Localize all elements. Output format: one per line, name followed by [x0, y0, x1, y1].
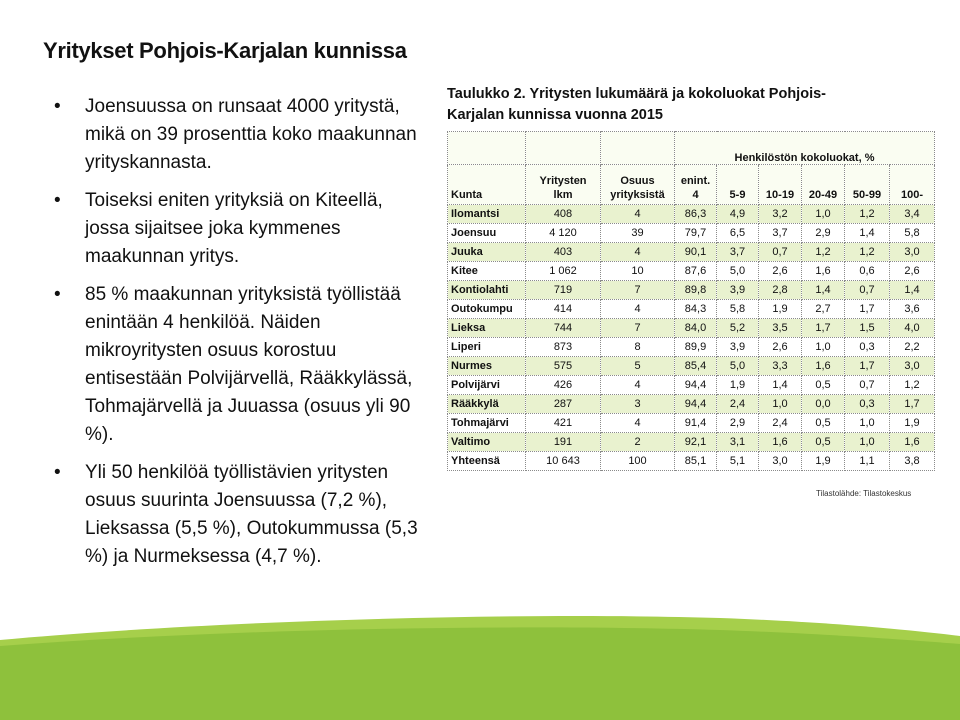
cell-5-9: 3,9 [717, 281, 759, 300]
cell-lkm: 873 [526, 338, 601, 357]
header-5-9: 5-9 [717, 165, 759, 205]
cell-50-99: 0,7 [845, 376, 890, 395]
table-row [448, 376, 935, 395]
header-kunta: Kunta [448, 165, 526, 205]
cell-20-49: 1,6 [802, 357, 845, 376]
cell-50-99: 0,3 [845, 338, 890, 357]
table-row [448, 281, 935, 300]
table-total-row [448, 452, 935, 471]
cell-50-99: 0,6 [845, 262, 890, 281]
cell-osuus: 4 [601, 376, 675, 395]
cell-50-99: 0,7 [845, 281, 890, 300]
slide-title: Yritykset Pohjois-Karjalan kunnissa [43, 38, 407, 63]
cell-10-19: 1,9 [759, 300, 802, 319]
bullet-item: • Yli 50 henkilöä työllistävien yritysten osuus suurinta Joensuussa (7,2 %), Lieksassa (5,5 %), Outokummussa (5,3 %) ja Nurmeksessa (4,7 %). [52, 459, 424, 571]
cell-20-49: 1,6 [802, 262, 845, 281]
header-osuus [601, 165, 675, 205]
cell-20-49: 1,0 [802, 205, 845, 224]
header-text: 4 [692, 189, 699, 201]
cell-100: 1,9 [890, 414, 935, 433]
cell-osuus: 4 [601, 414, 675, 433]
cell-20-49: 0,0 [802, 395, 845, 414]
table-row [448, 243, 935, 262]
bullet-item: • 85 % maakunnan yrityksistä työllistää enintään 4 henkilöä. Näiden mikroyritysten osuus korostuu entisestään Polvijärvellä, Rääkkylässä, Tohmajärvellä ja Juuassa (osuus yli 90 %). [52, 281, 424, 449]
cell-osuus: 2 [601, 433, 675, 452]
cell-lkm: 287 [526, 395, 601, 414]
cell-10-19: 2,6 [759, 338, 802, 357]
cell-lkm: 191 [526, 433, 601, 452]
cell-10-19: 3,7 [759, 224, 802, 243]
cell-enint-4: 94,4 [675, 395, 717, 414]
cell-10-19: 2,6 [759, 262, 802, 281]
cell-100: 3,0 [890, 357, 935, 376]
cell-50-99: 1,2 [845, 205, 890, 224]
cell-5-9: 5,0 [717, 262, 759, 281]
table-row [448, 414, 935, 433]
table-caption [447, 84, 897, 126]
cell-5-9: 3,7 [717, 243, 759, 262]
cell-5-9: 5,1 [717, 452, 759, 471]
cell-10-19: 1,0 [759, 395, 802, 414]
cell-lkm: 426 [526, 376, 601, 395]
cell-20-49: 2,9 [802, 224, 845, 243]
cell-kunta: Ilomantsi [448, 205, 526, 224]
cell-100: 1,6 [890, 433, 935, 452]
cell-lkm: 403 [526, 243, 601, 262]
cell-kunta: Lieksa [448, 319, 526, 338]
cell-50-99: 1,1 [845, 452, 890, 471]
cell-osuus: 39 [601, 224, 675, 243]
header-group-size-classes: Henkilöstön kokoluokat, % [675, 132, 935, 165]
cell-5-9: 4,9 [717, 205, 759, 224]
cell-10-19: 2,4 [759, 414, 802, 433]
cell-lkm: 421 [526, 414, 601, 433]
cell-10-19: 3,5 [759, 319, 802, 338]
table-source: Tilastolähde: Tilastokeskus [816, 489, 912, 498]
cell-osuus: 8 [601, 338, 675, 357]
cell-5-9: 3,1 [717, 433, 759, 452]
cell-enint-4: 85,1 [675, 452, 717, 471]
cell-kunta: Liperi [448, 338, 526, 357]
cell-10-19: 3,0 [759, 452, 802, 471]
cell-100: 1,7 [890, 395, 935, 414]
cell-100: 4,0 [890, 319, 935, 338]
cell-5-9: 2,9 [717, 414, 759, 433]
header-100: 100- [890, 165, 935, 205]
cell-10-19: 2,8 [759, 281, 802, 300]
cell-osuus: 100 [601, 452, 675, 471]
cell-lkm: 4 120 [526, 224, 601, 243]
cell-enint-4: 79,7 [675, 224, 717, 243]
cell-20-49: 0,5 [802, 414, 845, 433]
cell-20-49: 0,5 [802, 376, 845, 395]
cell-kunta: Tohmajärvi [448, 414, 526, 433]
cell-5-9: 5,2 [717, 319, 759, 338]
cell-20-49: 1,9 [802, 452, 845, 471]
header-20-49: 20-49 [802, 165, 845, 205]
cell-50-99: 1,7 [845, 300, 890, 319]
cell-5-9: 1,9 [717, 376, 759, 395]
table-caption-line: Karjalan kunnissa vuonna 2015 [447, 107, 663, 123]
cell-osuus: 10 [601, 262, 675, 281]
cell-100: 3,0 [890, 243, 935, 262]
table-row [448, 205, 935, 224]
cell-kunta: Rääkkylä [448, 395, 526, 414]
cell-enint-4: 92,1 [675, 433, 717, 452]
header-text: Yritysten [539, 175, 587, 187]
cell-osuus: 4 [601, 243, 675, 262]
cell-lkm: 575 [526, 357, 601, 376]
cell-20-49: 1,7 [802, 319, 845, 338]
table-row [448, 338, 935, 357]
cell-100: 1,2 [890, 376, 935, 395]
cell-enint-4: 91,4 [675, 414, 717, 433]
cell-enint-4: 84,3 [675, 300, 717, 319]
cell-50-99: 0,3 [845, 395, 890, 414]
bullet-item: • Joensuussa on runsaat 4000 yritystä, mikä on 39 prosenttia koko maakunnan yrityskannasta. [52, 93, 424, 177]
cell-10-19: 1,4 [759, 376, 802, 395]
cell-enint-4: 89,8 [675, 281, 717, 300]
header-10-19: 10-19 [759, 165, 802, 205]
cell-50-99: 1,4 [845, 224, 890, 243]
table-row [448, 262, 935, 281]
cell-20-49: 1,0 [802, 338, 845, 357]
header-text: yrityksistä [610, 189, 665, 201]
cell-enint-4: 89,9 [675, 338, 717, 357]
header-text: lkm [553, 189, 573, 201]
cell-osuus: 7 [601, 281, 675, 300]
cell-lkm: 10 643 [526, 452, 601, 471]
cell-10-19: 1,6 [759, 433, 802, 452]
cell-kunta: Juuka [448, 243, 526, 262]
cell-100: 3,6 [890, 300, 935, 319]
cell-100: 2,2 [890, 338, 935, 357]
cell-enint-4: 94,4 [675, 376, 717, 395]
table-row [448, 300, 935, 319]
cell-osuus: 7 [601, 319, 675, 338]
cell-20-49: 1,2 [802, 243, 845, 262]
cell-kunta: Kontiolahti [448, 281, 526, 300]
cell-enint-4: 90,1 [675, 243, 717, 262]
cell-kunta: Joensuu [448, 224, 526, 243]
cell-osuus: 5 [601, 357, 675, 376]
cell-enint-4: 84,0 [675, 319, 717, 338]
header-cell-empty [448, 132, 526, 165]
cell-5-9: 2,4 [717, 395, 759, 414]
decorative-green-band [0, 610, 960, 720]
cell-5-9: 6,5 [717, 224, 759, 243]
cell-5-9: 5,0 [717, 357, 759, 376]
cell-kunta: Nurmes [448, 357, 526, 376]
cell-100: 1,4 [890, 281, 935, 300]
cell-kunta: Polvijärvi [448, 376, 526, 395]
cell-kunta: Yhteensä [448, 452, 526, 471]
table-row [448, 395, 935, 414]
cell-5-9: 5,8 [717, 300, 759, 319]
table-header-row [448, 132, 935, 165]
header-50-99: 50-99 [845, 165, 890, 205]
cell-10-19: 3,3 [759, 357, 802, 376]
cell-enint-4: 85,4 [675, 357, 717, 376]
cell-osuus: 3 [601, 395, 675, 414]
cell-20-49: 0,5 [802, 433, 845, 452]
table-row [448, 433, 935, 452]
cell-100: 3,4 [890, 205, 935, 224]
table-header-row [448, 165, 935, 205]
cell-kunta: Kitee [448, 262, 526, 281]
header-lkm [526, 165, 601, 205]
cell-50-99: 1,0 [845, 433, 890, 452]
cell-100: 5,8 [890, 224, 935, 243]
green-wave-dark [0, 627, 960, 720]
table-row [448, 357, 935, 376]
bullet-item: • Toiseksi eniten yrityksiä on Kiteellä, jossa sijaitsee joka kymmenes maakunnan yritys. [52, 187, 424, 271]
cell-10-19: 0,7 [759, 243, 802, 262]
cell-10-19: 3,2 [759, 205, 802, 224]
cell-50-99: 1,5 [845, 319, 890, 338]
cell-20-49: 1,4 [802, 281, 845, 300]
cell-100: 2,6 [890, 262, 935, 281]
cell-50-99: 1,0 [845, 414, 890, 433]
cell-enint-4: 86,3 [675, 205, 717, 224]
header-text: enint. [680, 175, 711, 187]
cell-50-99: 1,2 [845, 243, 890, 262]
header-text: Osuus [620, 175, 655, 187]
cell-20-49: 2,7 [802, 300, 845, 319]
cell-osuus: 4 [601, 205, 675, 224]
header-cell-empty [601, 132, 675, 165]
cell-lkm: 408 [526, 205, 601, 224]
cell-lkm: 744 [526, 319, 601, 338]
cell-50-99: 1,7 [845, 357, 890, 376]
cell-osuus: 4 [601, 300, 675, 319]
bullet-list [52, 93, 424, 581]
cell-100: 3,8 [890, 452, 935, 471]
cell-lkm: 414 [526, 300, 601, 319]
table-caption-line: Taulukko 2. Yritysten lukumäärä ja kokoluokat Pohjois- [447, 86, 826, 102]
header-enint [675, 165, 717, 205]
cell-kunta: Valtimo [448, 433, 526, 452]
cell-enint-4: 87,6 [675, 262, 717, 281]
header-cell-empty [526, 132, 601, 165]
cell-lkm: 719 [526, 281, 601, 300]
table-row [448, 319, 935, 338]
cell-kunta: Outokumpu [448, 300, 526, 319]
table-row [448, 224, 935, 243]
cell-lkm: 1 062 [526, 262, 601, 281]
company-size-table [447, 131, 935, 471]
cell-5-9: 3,9 [717, 338, 759, 357]
